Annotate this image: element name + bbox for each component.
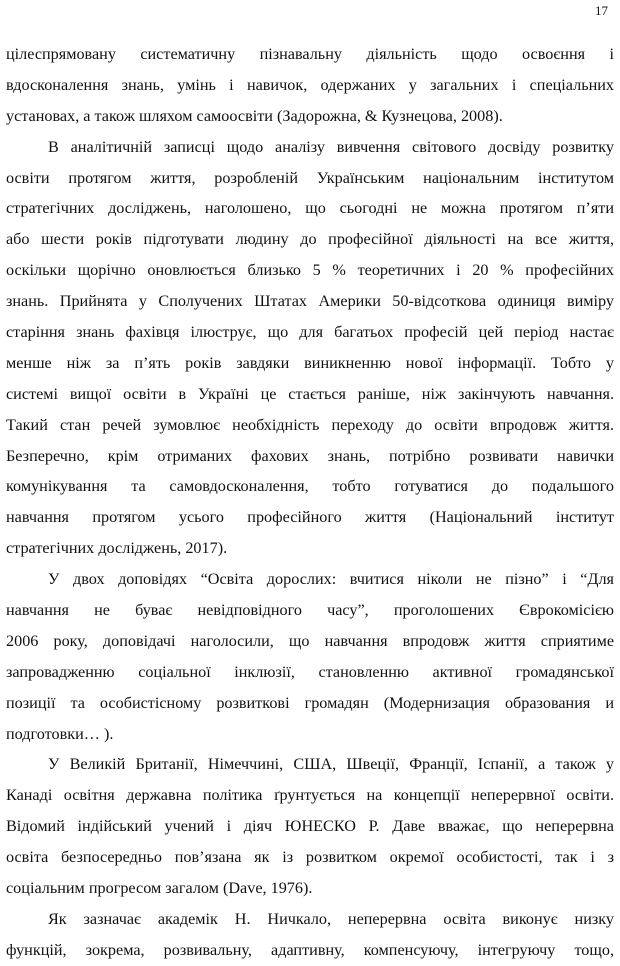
text-line: Такий стан речей зумовлює необхідність переходу до освіти впродовж життя. (6, 415, 614, 434)
text-line: системі вищої освіти в Україні це стається раніше, ніж закінчують навчання. (6, 384, 614, 403)
text-line: менше ніж за п’ять років завдяки виникненню нової інформації. Тобто у (6, 353, 614, 372)
text-line: Відомий індійський учений і діяч ЮНЕСКО Р. Даве вважає, що неперервна (6, 817, 614, 836)
text-line: У двох доповідях “Освіта дорослих: вчитися ніколи не пізно” і “Для (48, 570, 614, 589)
text-line: оскільки щорічно оновлюється близько 5 % теоретичних і 20 % професійних (6, 261, 614, 280)
text-line: стратегічних досліджень, 2017). (6, 539, 228, 558)
text-line: Як зазначає академік Н. Ничкало, неперервна освіта виконує низку (48, 909, 614, 928)
page-number: 17 (595, 3, 608, 18)
text-line: освіта безпосередньо пов’язана як із розвитком окремої особистості, так і з (6, 848, 614, 867)
text-line: вдосконалення знань, умінь і навичок, одержаних у загальних і спеціальних (6, 75, 614, 94)
text-line: або шести років підготувати людину до професійної діяльності на все життя, (6, 230, 614, 249)
document-body (0, 39, 620, 966)
text-line: подготовки… ). (6, 724, 114, 743)
text-line: Безперечно, крім отриманих фахових знань, потрібно розвивати навички (6, 446, 614, 465)
text-line: навчання протягом усього професійного життя (Національний інститут (6, 508, 614, 527)
text-line: стратегічних досліджень, наголошено, що сьогодні не можна протягом п’яти (6, 199, 614, 218)
text-line: комунікування та самовдосконалення, тобто готуватися до подальшого (6, 477, 614, 496)
text-line: старіння знань фахівця ілюструє, що для багатьох професій цей період настає (6, 323, 614, 342)
text-line: установах, а також шляхом самоосвіти (Задорожна, & Кузнецова, 2008). (6, 106, 503, 125)
text-line: цілеспрямовану систематичну пізнавальну діяльність щодо освоєння і (6, 45, 614, 63)
text-line: запровадженню соціальної інклюзії, становленню активної громадянської (6, 662, 614, 681)
text-line: 2006 року, доповідачі наголосили, що навчання впродовж життя сприятиме (6, 631, 614, 650)
text-line: знань. Прийнята у Сполучених Штатах Америки 50-відсоткова одиниця виміру (6, 292, 614, 311)
text-line: Канаді освітня державна політика ґрунтується на концепції неперервної освіти. (6, 786, 614, 805)
text-line: освіти протягом життя, розробленій Українським національним інститутом (6, 168, 614, 187)
text-line: соціальним прогресом загалом (Dave, 1976). (6, 879, 313, 898)
text-line: позиції та особистісному розвиткові громадян (Модернизация образования и (6, 693, 614, 712)
text-line: функцій, зокрема, розвивальну, адаптивну, компенсуючу, інтегруючу тощо, (6, 940, 614, 959)
text-line: В аналітичній записці щодо аналізу вивчення світового досвіду розвитку (48, 137, 614, 156)
text-line: У Великій Британії, Німеччині, США, Швеції, Франції, Іспанії, а також у (48, 755, 614, 774)
text-line: навчання не буває невідповідного часу”, проголошених Єврокомісією (6, 601, 614, 620)
